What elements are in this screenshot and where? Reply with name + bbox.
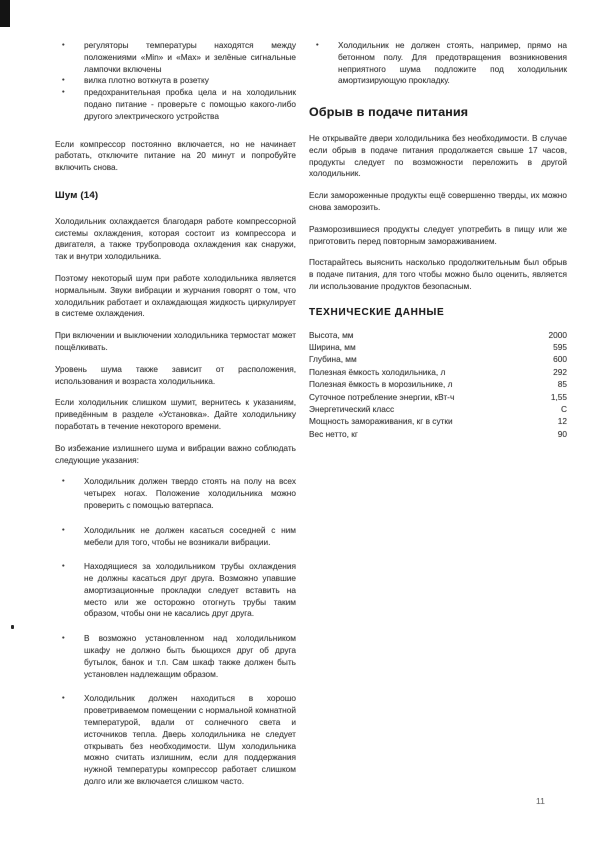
- spec-row: [309, 366, 567, 378]
- spec-row: [309, 415, 567, 427]
- spec-row: [309, 428, 567, 440]
- bullet-icon: •: [62, 524, 65, 534]
- noise-advice-continued: [309, 40, 567, 87]
- spec-label: Мощность замораживания, кг в сутки: [309, 416, 453, 427]
- scan-speck: [11, 625, 14, 629]
- power-paragraph: Не открывайте двери холодильника без необходимости. В случае если обрыв в подаче питания продолжается свыше 17 часов, продукты следует по возможности переложить в другой холодильник.: [309, 132, 567, 179]
- spec-value: 292: [553, 366, 567, 377]
- section-heading-technical-data: ТЕХНИЧЕСКИЕ ДАННЫЕ: [309, 306, 445, 318]
- spec-row: [309, 391, 567, 403]
- spec-label: Высота, мм: [309, 329, 354, 340]
- scan-corner-mark: [0, 0, 10, 27]
- noise-paragraph: Уровень шума также зависит от расположения, использования и возраста холодильника.: [55, 363, 296, 386]
- right-column: [309, 40, 567, 788]
- list-item: [55, 476, 296, 511]
- list-item: [55, 633, 296, 680]
- list-item-text: регуляторы температуры находятся между положениями «Min» и «Max» и зелёные сигнальные лампочки включены: [84, 40, 296, 74]
- noise-paragraph: Если холодильник слишком шумит, вернитесь к указаниям, приведённым в разделе «Установка». Дайте холодильнику поработать в течение некоторого времени.: [55, 397, 296, 431]
- list-item: [55, 561, 296, 620]
- spec-row: [309, 341, 567, 353]
- spec-label: Полезная ёмкость холодильника, л: [309, 366, 446, 377]
- two-column-layout: [55, 40, 567, 788]
- bullet-icon: •: [62, 561, 65, 571]
- noise-paragraph: Холодильник охлаждается благодаря работе компрессорной системы охлаждения, которая состоит из компрессора и двигателя, а также трубопровода охлаждения как снаружи, так и внутри холодильника.: [55, 215, 296, 262]
- compressor-note-paragraph: Если компрессор постоянно включается, но не начинает работать, отключите питание на 20 минут и попробуйте включить снова.: [55, 138, 296, 173]
- list-item: [55, 525, 296, 549]
- spec-value: 2000: [548, 329, 567, 340]
- spec-label: Энергетический класс: [309, 403, 395, 414]
- troubleshooting-checklist: [55, 40, 296, 123]
- spec-label: Суточное потребление энергии, кВт-ч: [309, 391, 455, 402]
- section-heading-power-failure: Обрыв в подаче питания: [309, 105, 469, 120]
- spec-value: C: [561, 403, 567, 414]
- spec-value: 90: [557, 428, 567, 439]
- power-paragraph: Разморозившиеся продукты следует употребить в пищу или же приготовить перед повторным замораживанием.: [309, 223, 567, 246]
- list-item: [309, 40, 567, 87]
- bullet-icon: •: [62, 87, 65, 97]
- bullet-icon: •: [62, 40, 65, 49]
- spec-value: 595: [553, 341, 567, 352]
- bullet-icon: •: [62, 476, 65, 486]
- spec-label: Вес нетто, кг: [309, 428, 358, 439]
- left-column: [55, 40, 296, 788]
- power-paragraph: Постарайтесь выяснить насколько продолжительным был обрыв в подаче питания, для того чтобы можно было оценить, является ли использование продуктов безопасным.: [309, 257, 567, 291]
- list-item: [55, 75, 296, 87]
- noise-paragraph: При включении и выключении холодильника термостат может пощёлкивать.: [55, 330, 296, 352]
- noise-paragraph: Во избежание излишнего шума и вибрации важно соблюдать следующие указания:: [55, 442, 296, 465]
- spec-row: [309, 329, 567, 341]
- spec-value: 1,55: [550, 391, 567, 402]
- tech-specs-table: [309, 329, 567, 441]
- list-item-text: Холодильник должен твердо стоять на полу на всех четырех ногах. Положение холодильника можно проверить с помощью ватерпаса.: [84, 476, 296, 510]
- list-item-text: Холодильник не должен касаться соседней с ним мебели для того, чтобы не возникали вибрации.: [84, 524, 296, 547]
- bullet-icon: •: [62, 693, 65, 703]
- list-item-text: Холодильник должен находиться в хорошо проветриваемом помещении с нормальной комнатной температурой, вдали от солнечного света и источников тепла. Дверь холодильника не следует открывать без необходимости. Шум холодильника можно считать излишним, если для поддержания нужной температуры компрессор работает слишком долго или же включается слишком часто.: [84, 693, 296, 787]
- spec-value: 85: [557, 379, 567, 390]
- section-heading-noise: Шум (14): [55, 189, 99, 201]
- spec-row: [309, 353, 567, 365]
- page-number: 11: [536, 796, 545, 806]
- list-item-text: предохранительная пробка цела и на холодильник подано питание - проверьте с помощью какого-либо другого электрического устройства: [84, 87, 296, 121]
- list-item: [55, 40, 296, 75]
- list-item-text: вилка плотно воткнута в розетку: [84, 75, 209, 86]
- spec-row: [309, 403, 567, 415]
- spec-value: 600: [553, 354, 567, 365]
- list-item-text: В возможно установленном над холодильником шкафу не должно быть бьющихся друг об друга бутылок, банок и т.п. Сам шкаф также должен быть установлен надлежащим образом.: [84, 633, 296, 679]
- list-item-text: Холодильник не должен стоять, например, прямо на бетонном полу. Для предотвращения возникновения неприятного шума подложите под холодильник амортизирующую прокладку.: [338, 40, 567, 86]
- noise-advice-list: [55, 476, 296, 788]
- list-item-text: Находящиеся за холодильником трубы охлаждения не должны касаться друг друга. Возможно упавшие амортизационные прокладки следует вставить на место или же осторожно отогнуть трубы таким образом, чтобы они не касались друг друга.: [84, 561, 296, 619]
- spec-row: [309, 378, 567, 390]
- list-item: [55, 87, 296, 122]
- spec-label: Глубина, мм: [309, 354, 357, 365]
- spec-label: Ширина, мм: [309, 341, 356, 352]
- spec-label: Полезная ёмкость в морозильнике, л: [309, 379, 453, 390]
- noise-paragraph: Поэтому некоторый шум при работе холодильника является нормальным. Звуки вибрации и журчания говорят о том, что холодильник работает и охлаждающая жидкость циркулирует в системе охлаждения.: [55, 272, 296, 319]
- bullet-icon: •: [62, 75, 65, 85]
- spec-value: 12: [557, 416, 567, 427]
- power-paragraph: Если замороженные продукты ещё совершенно тверды, их можно снова заморозить.: [309, 190, 567, 212]
- bullet-icon: •: [62, 633, 65, 643]
- bullet-icon: •: [316, 40, 319, 49]
- list-item: [55, 693, 296, 787]
